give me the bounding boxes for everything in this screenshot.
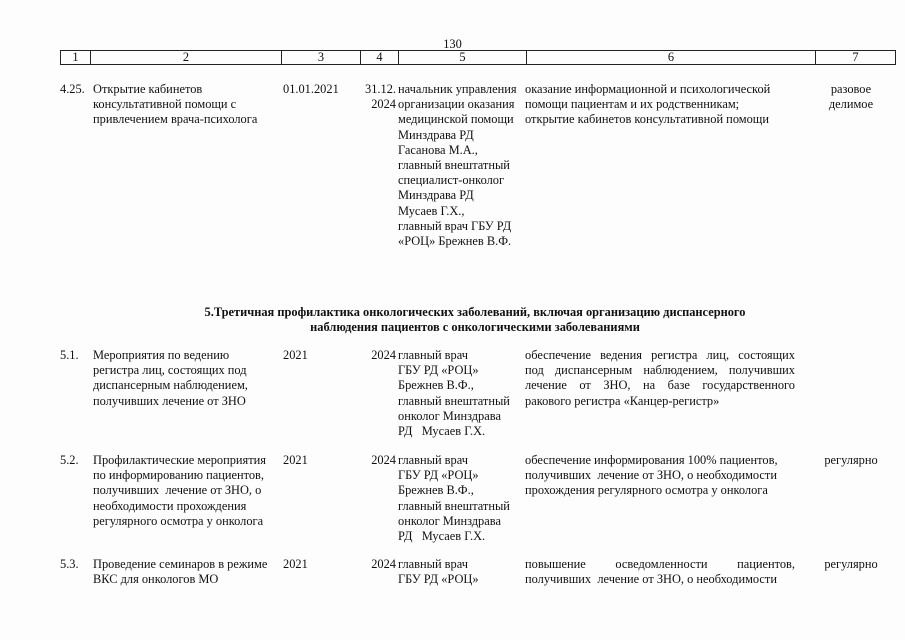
text-line: главный внештатный	[398, 158, 510, 173]
text-line: Минздрава РД	[398, 127, 474, 142]
text-line: консультативной помощи с	[93, 97, 237, 112]
text-line: диспансерным наблюдением,	[93, 378, 248, 393]
text-line: делимое	[828, 97, 874, 112]
text-line: получивших лечение от ЗНО, о необходимости	[525, 572, 777, 587]
type-cell: регулярно	[824, 453, 878, 467]
row-number: 5.1.	[60, 348, 79, 362]
text-line: РД Мусаев Г.Х.	[398, 424, 486, 439]
text-line: главный врач	[398, 557, 468, 571]
result-cell	[525, 557, 795, 587]
text-line: получивших лечение от ЗНО, о необходимости	[525, 468, 777, 483]
text-line: открытие кабинетов консультативной помощи	[525, 112, 769, 127]
text-line: ГБУ РД «РОЦ»	[398, 363, 479, 378]
text-line: под диспансерным наблюдением, получивших	[525, 363, 795, 378]
result-cell	[525, 453, 778, 499]
column-number-3: 3	[282, 51, 361, 65]
text-line: 2024	[371, 97, 396, 112]
text-line: Мероприятия по ведению	[93, 348, 230, 362]
text-line: Брежнев В.Ф.,	[398, 378, 474, 393]
event-cell	[93, 453, 266, 529]
column-number-6: 6	[527, 51, 816, 65]
end-date: 2024	[371, 453, 396, 467]
event-cell	[93, 82, 257, 128]
text-line: начальник управления	[398, 82, 517, 96]
row-number: 4.25.	[60, 82, 85, 96]
text-line: Открытие кабинетов	[93, 82, 203, 96]
end-date: 2024	[371, 348, 396, 362]
end-date	[364, 82, 396, 112]
text-line: обеспечение ведения регистра лиц, состоящих	[525, 348, 795, 362]
text-line: прохождения регулярного осмотра у онколога	[525, 483, 768, 498]
column-number-5: 5	[399, 51, 527, 65]
column-number-2: 2	[91, 51, 282, 65]
text-line: главный внештатный	[398, 393, 510, 408]
responsible-cell	[398, 557, 479, 587]
responsible-cell	[398, 453, 510, 544]
text-line: ВКС для онкологов МО	[93, 572, 219, 587]
end-date: 2024	[371, 557, 396, 571]
text-line: получивших лечение от ЗНО	[93, 393, 246, 408]
column-number-header	[60, 50, 896, 65]
text-line: медицинской помощи	[398, 112, 514, 127]
text-line: Проведение семинаров в режиме	[93, 557, 268, 571]
text-line: главный внештатный	[398, 498, 510, 513]
column-number-1: 1	[61, 51, 91, 65]
row-number: 5.2.	[60, 453, 79, 467]
section-title-line: наблюдения пациентов с онкологическими заболеваниями	[310, 320, 640, 335]
text-line: специалист-онколог	[398, 173, 505, 188]
text-line: помощи пациентам и их родственникам;	[525, 97, 740, 112]
responsible-cell	[398, 82, 517, 249]
row-number: 5.3.	[60, 557, 79, 571]
start-date: 2021	[283, 557, 308, 571]
start-date: 2021	[283, 453, 308, 467]
start-date: 2021	[283, 348, 308, 362]
text-line: ракового регистра «Канцер-регистр»	[525, 393, 720, 408]
text-line: 31.12.	[365, 82, 396, 96]
text-line: Минздрава РД	[398, 188, 474, 203]
text-line: онколог Минздрава	[398, 513, 501, 528]
text-line: главный врач ГБУ РД	[398, 218, 512, 233]
text-line: по информированию пациентов,	[93, 468, 264, 483]
text-line: онколог Минздрава	[398, 408, 501, 423]
text-line: «РОЦ» Брежнев В.Ф.	[398, 234, 512, 249]
section-title-line: 5.Третичная профилактика онкологических заболеваний, включая организацию диспансерного	[204, 305, 746, 319]
text-line: ГБУ РД «РОЦ»	[398, 572, 479, 587]
text-line: Мусаев Г.Х.,	[398, 203, 465, 218]
text-line: Брежнев В.Ф.,	[398, 483, 474, 498]
text-line: получивших лечение от ЗНО, о	[93, 483, 262, 498]
text-line: Профилактические мероприятия	[93, 453, 267, 467]
text-line: ГБУ РД «РОЦ»	[398, 468, 479, 483]
text-line: главный врач	[398, 348, 468, 362]
type-cell	[812, 82, 890, 112]
text-line: главный врач	[398, 453, 468, 467]
type-cell: регулярно	[824, 557, 878, 571]
event-cell	[93, 348, 248, 409]
result-cell	[525, 348, 795, 409]
text-line: РД Мусаев Г.Х.	[398, 529, 486, 544]
start-date: 01.01.2021	[283, 82, 339, 96]
text-line: повышение осведомленности пациентов,	[525, 557, 795, 571]
text-line: обеспечение информирования 100% пациентов,	[525, 453, 778, 467]
text-line: Гасанова М.А.,	[398, 142, 478, 157]
text-line: лечение от ЗНО, на базе государственного	[525, 378, 795, 393]
event-cell	[93, 557, 267, 587]
text-line: организации оказания	[398, 97, 515, 112]
text-line: привлечением врача-психолога	[93, 112, 258, 127]
responsible-cell	[398, 348, 510, 439]
text-line: разовое	[830, 82, 872, 96]
page-number: 130	[443, 37, 462, 51]
text-line: регулярного осмотра у онколога	[93, 513, 264, 528]
text-line: оказание информационной и психологической	[525, 82, 771, 96]
column-number-7: 7	[816, 51, 896, 65]
text-line: необходимости прохождения	[93, 498, 247, 513]
result-cell	[525, 82, 770, 128]
text-line: регистра лиц, состоящих под	[93, 363, 247, 378]
column-number-4: 4	[361, 51, 399, 65]
section-title	[150, 305, 800, 335]
